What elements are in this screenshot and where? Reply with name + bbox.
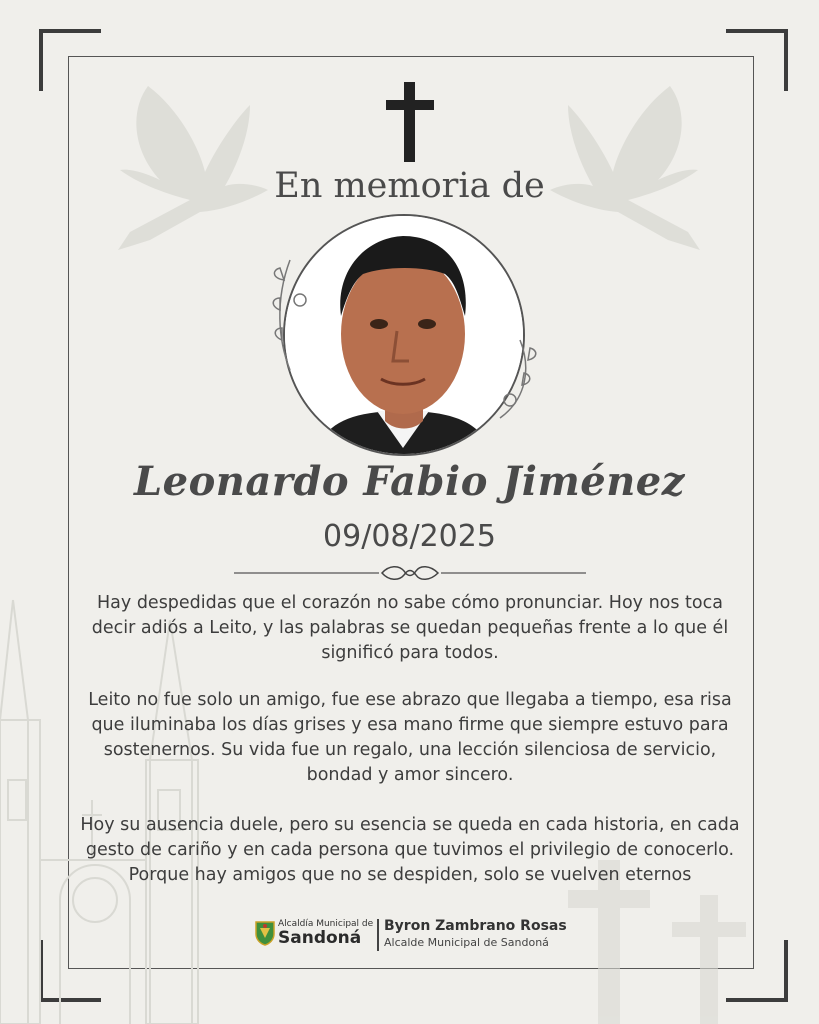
cross-icon: [386, 82, 434, 162]
logo-line-1: Alcaldía Municipal de: [278, 919, 374, 929]
deceased-name: Leonardo Fabio Jiménez: [134, 458, 685, 505]
signer-name: Byron Zambrano Rosas: [384, 918, 567, 934]
footer-divider: [377, 919, 379, 951]
memorial-date: 09/08/2025: [323, 519, 496, 554]
floral-wreath-decor: [270, 240, 540, 430]
municipal-shield-logo: [254, 920, 276, 946]
memorial-paragraph-3: Hoy su ausencia duele, pero su esencia se queda en cada historia, en cada gesto de cariño y en cada persona que tuvimos el privilegio de conocerlo. Porque hay amigos que no se despiden, solo se vuelven eternos: [80, 815, 740, 885]
logo-line-2: Sandoná: [278, 928, 362, 948]
flourish-divider: [234, 563, 586, 583]
memorial-paragraph-2: Leito no fue solo un amigo, fue ese abrazo que llegaba a tiempo, esa risa que iluminaba los días grises y esa mano firme que siempre estuvo para sostenernos. Su vida fue un regalo, una lección silenciosa de servicio, bondad y amor sincero.: [88, 690, 732, 785]
signer-role: Alcalde Municipal de Sandoná: [384, 936, 549, 949]
memorial-heading: En memoria de: [274, 166, 545, 206]
memorial-paragraph-1: Hay despedidas que el corazón no sabe cómo pronunciar. Hoy nos toca decir adiós a Leito, y las palabras se quedan pequeñas frente a lo que él significó para todos.: [91, 593, 729, 663]
